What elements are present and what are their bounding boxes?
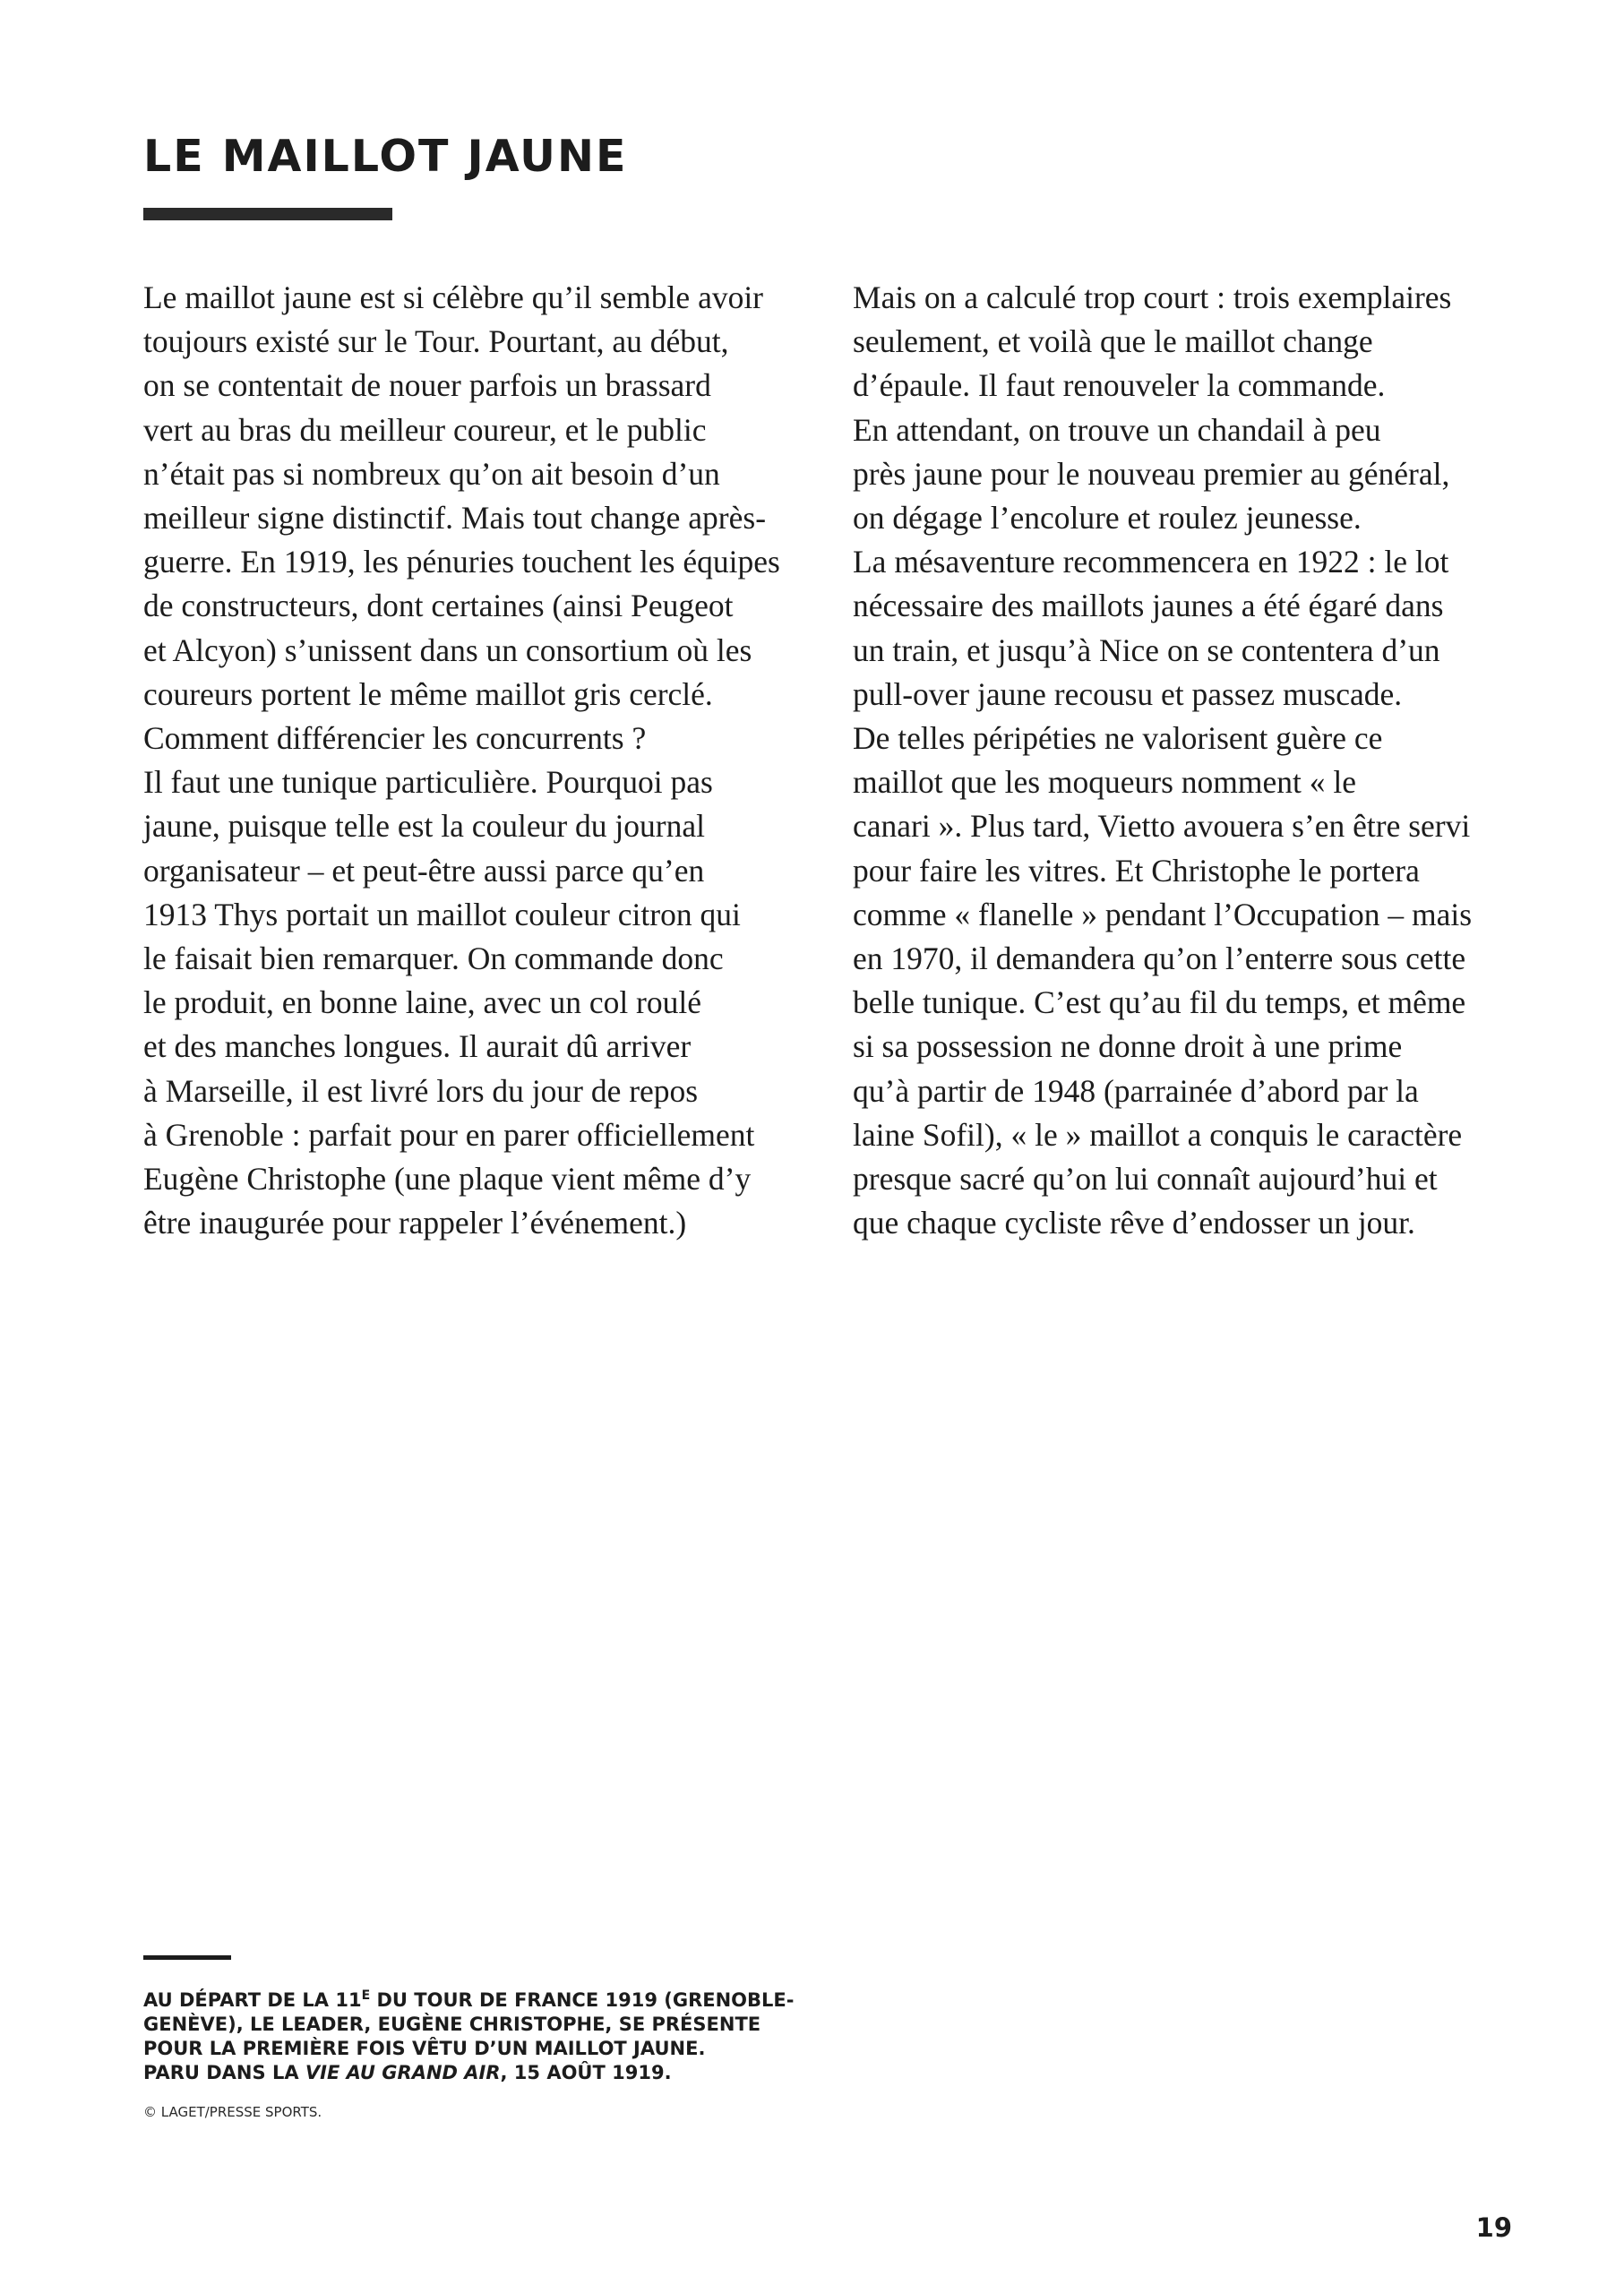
caption-line: POUR LA PREMIÈRE FOIS VÊTU D’UN MAILLOT JAUNE. (143, 2038, 706, 2059)
text-line: et Alcyon) s’unissent dans un consortium où les (143, 631, 752, 668)
caption-line (143, 1988, 806, 2013)
text-line: guerre. En 1919, les pénuries touchent les équipes (143, 544, 780, 580)
title-underline-rule (143, 208, 392, 220)
caption-text: DU TOUR DE FRANCE 1919 (GRENOBLE- (370, 1989, 795, 2011)
text-line: laine Sofil), « le » maillot a conquis le caractère (853, 1116, 1463, 1153)
text-line: seulement, et voilà que le maillot change (853, 323, 1373, 360)
text-line: vert au bras du meilleur coureur, et le public (143, 411, 707, 448)
text-line: que chaque cycliste rêve d’endosser un jour. (853, 1205, 1415, 1241)
caption-text: , 15 AOÛT 1919. (500, 2062, 672, 2083)
text-line: Le maillot jaune est si célèbre qu’il semble avoir (143, 279, 764, 315)
text-line: on se contentait de nouer parfois un brassard (143, 367, 711, 404)
text-line: pour faire les vitres. Et Christophe le portera (853, 852, 1420, 889)
text-line: Mais on a calculé trop court : trois exemplaires (853, 279, 1452, 315)
text-line: belle tunique. C’est qu’au fil du temps, et même (853, 984, 1466, 1021)
text-line: canari ». Plus tard, Vietto avouera s’en être servi (853, 808, 1471, 845)
text-line: de constructeurs, dont certaines (ainsi Peugeot (143, 588, 734, 624)
section-title: LE MAILLOT JAUNE (143, 131, 628, 182)
text-line: pull-over jaune recousu et passez muscade. (853, 675, 1403, 712)
text-line: toujours existé sur le Tour. Pourtant, au début, (143, 323, 729, 360)
text-line: à Marseille, il est livré lors du jour de repos (143, 1072, 699, 1109)
text-line: un train, et jusqu’à Nice on se contentera d’un (853, 631, 1440, 668)
text-line: Eugène Christophe (une plaque vient même d’y (143, 1161, 752, 1198)
text-line: près jaune pour le nouveau premier au général, (853, 455, 1450, 492)
text-line: si sa possession ne donne droit à une prime (853, 1028, 1403, 1065)
text-line: on dégage l’encolure et roulez jeunesse. (853, 500, 1362, 537)
text-line: De telles péripéties ne valorisent guère ce (853, 720, 1383, 757)
body-text-left-column (143, 276, 806, 1245)
text-line: La mésaventure recommencera en 1922 : le lot (853, 544, 1449, 580)
text-line: et des manches longues. Il aurait dû arriver (143, 1028, 692, 1065)
body-text-right-column (853, 276, 1516, 1245)
text-line: qu’à partir de 1948 (parrainée d’abord par la (853, 1072, 1419, 1109)
text-line: le produit, en bonne laine, avec un col roulé (143, 984, 702, 1021)
text-line: organisateur – et peut-être aussi parce qu’en (143, 852, 705, 889)
text-line: n’était pas si nombreux qu’on ait besoin d’un (143, 455, 720, 492)
text-line: être inaugurée pour rappeler l’événement.) (143, 1205, 687, 1241)
text-line: en 1970, il demandera qu’on l’enterre sous cette (853, 940, 1466, 977)
text-line: maillot que les moqueurs nomment « le (853, 764, 1356, 801)
publication-title: VIE AU GRAND AIR (305, 2062, 501, 2083)
text-line: Comment différencier les concurrents ? (143, 720, 647, 757)
caption-line: GENÈVE), LE LEADER, EUGÈNE CHRISTOPHE, SE PRÉSENTE (143, 2014, 761, 2035)
caption-text: AU DÉPART DE LA 11 (143, 1989, 362, 2011)
photo-caption (143, 1988, 806, 2085)
text-line: presque sacré qu’on lui connaît aujourd’hui et (853, 1161, 1438, 1198)
text-line: le faisait bien remarquer. On commande donc (143, 940, 724, 977)
caption-text: PARU DANS LA (143, 2062, 305, 2083)
text-line: nécessaire des maillots jaunes a été égaré dans (853, 588, 1444, 624)
text-line: comme « flanelle » pendant l’Occupation – mais (853, 896, 1473, 932)
caption-superscript: E (361, 1988, 371, 2003)
text-line: coureurs portent le même maillot gris cerclé. (143, 675, 713, 712)
caption-line (143, 2061, 806, 2085)
page-number: 19 (1475, 2212, 1512, 2243)
text-line: jaune, puisque telle est la couleur du journal (143, 808, 705, 845)
caption-rule (143, 1955, 231, 1960)
photo-credit: © LAGET/PRESSE SPORTS. (143, 2104, 322, 2120)
text-line: à Grenoble : parfait pour en parer officiellement (143, 1116, 755, 1153)
text-line: 1913 Thys portait un maillot couleur citron qui (143, 896, 741, 932)
text-line: En attendant, on trouve un chandail à peu (853, 411, 1381, 448)
text-line: d’épaule. Il faut renouveler la commande. (853, 367, 1386, 404)
text-line: Il faut une tunique particulière. Pourquoi pas (143, 764, 713, 801)
text-line: meilleur signe distinctif. Mais tout change après- (143, 500, 767, 537)
